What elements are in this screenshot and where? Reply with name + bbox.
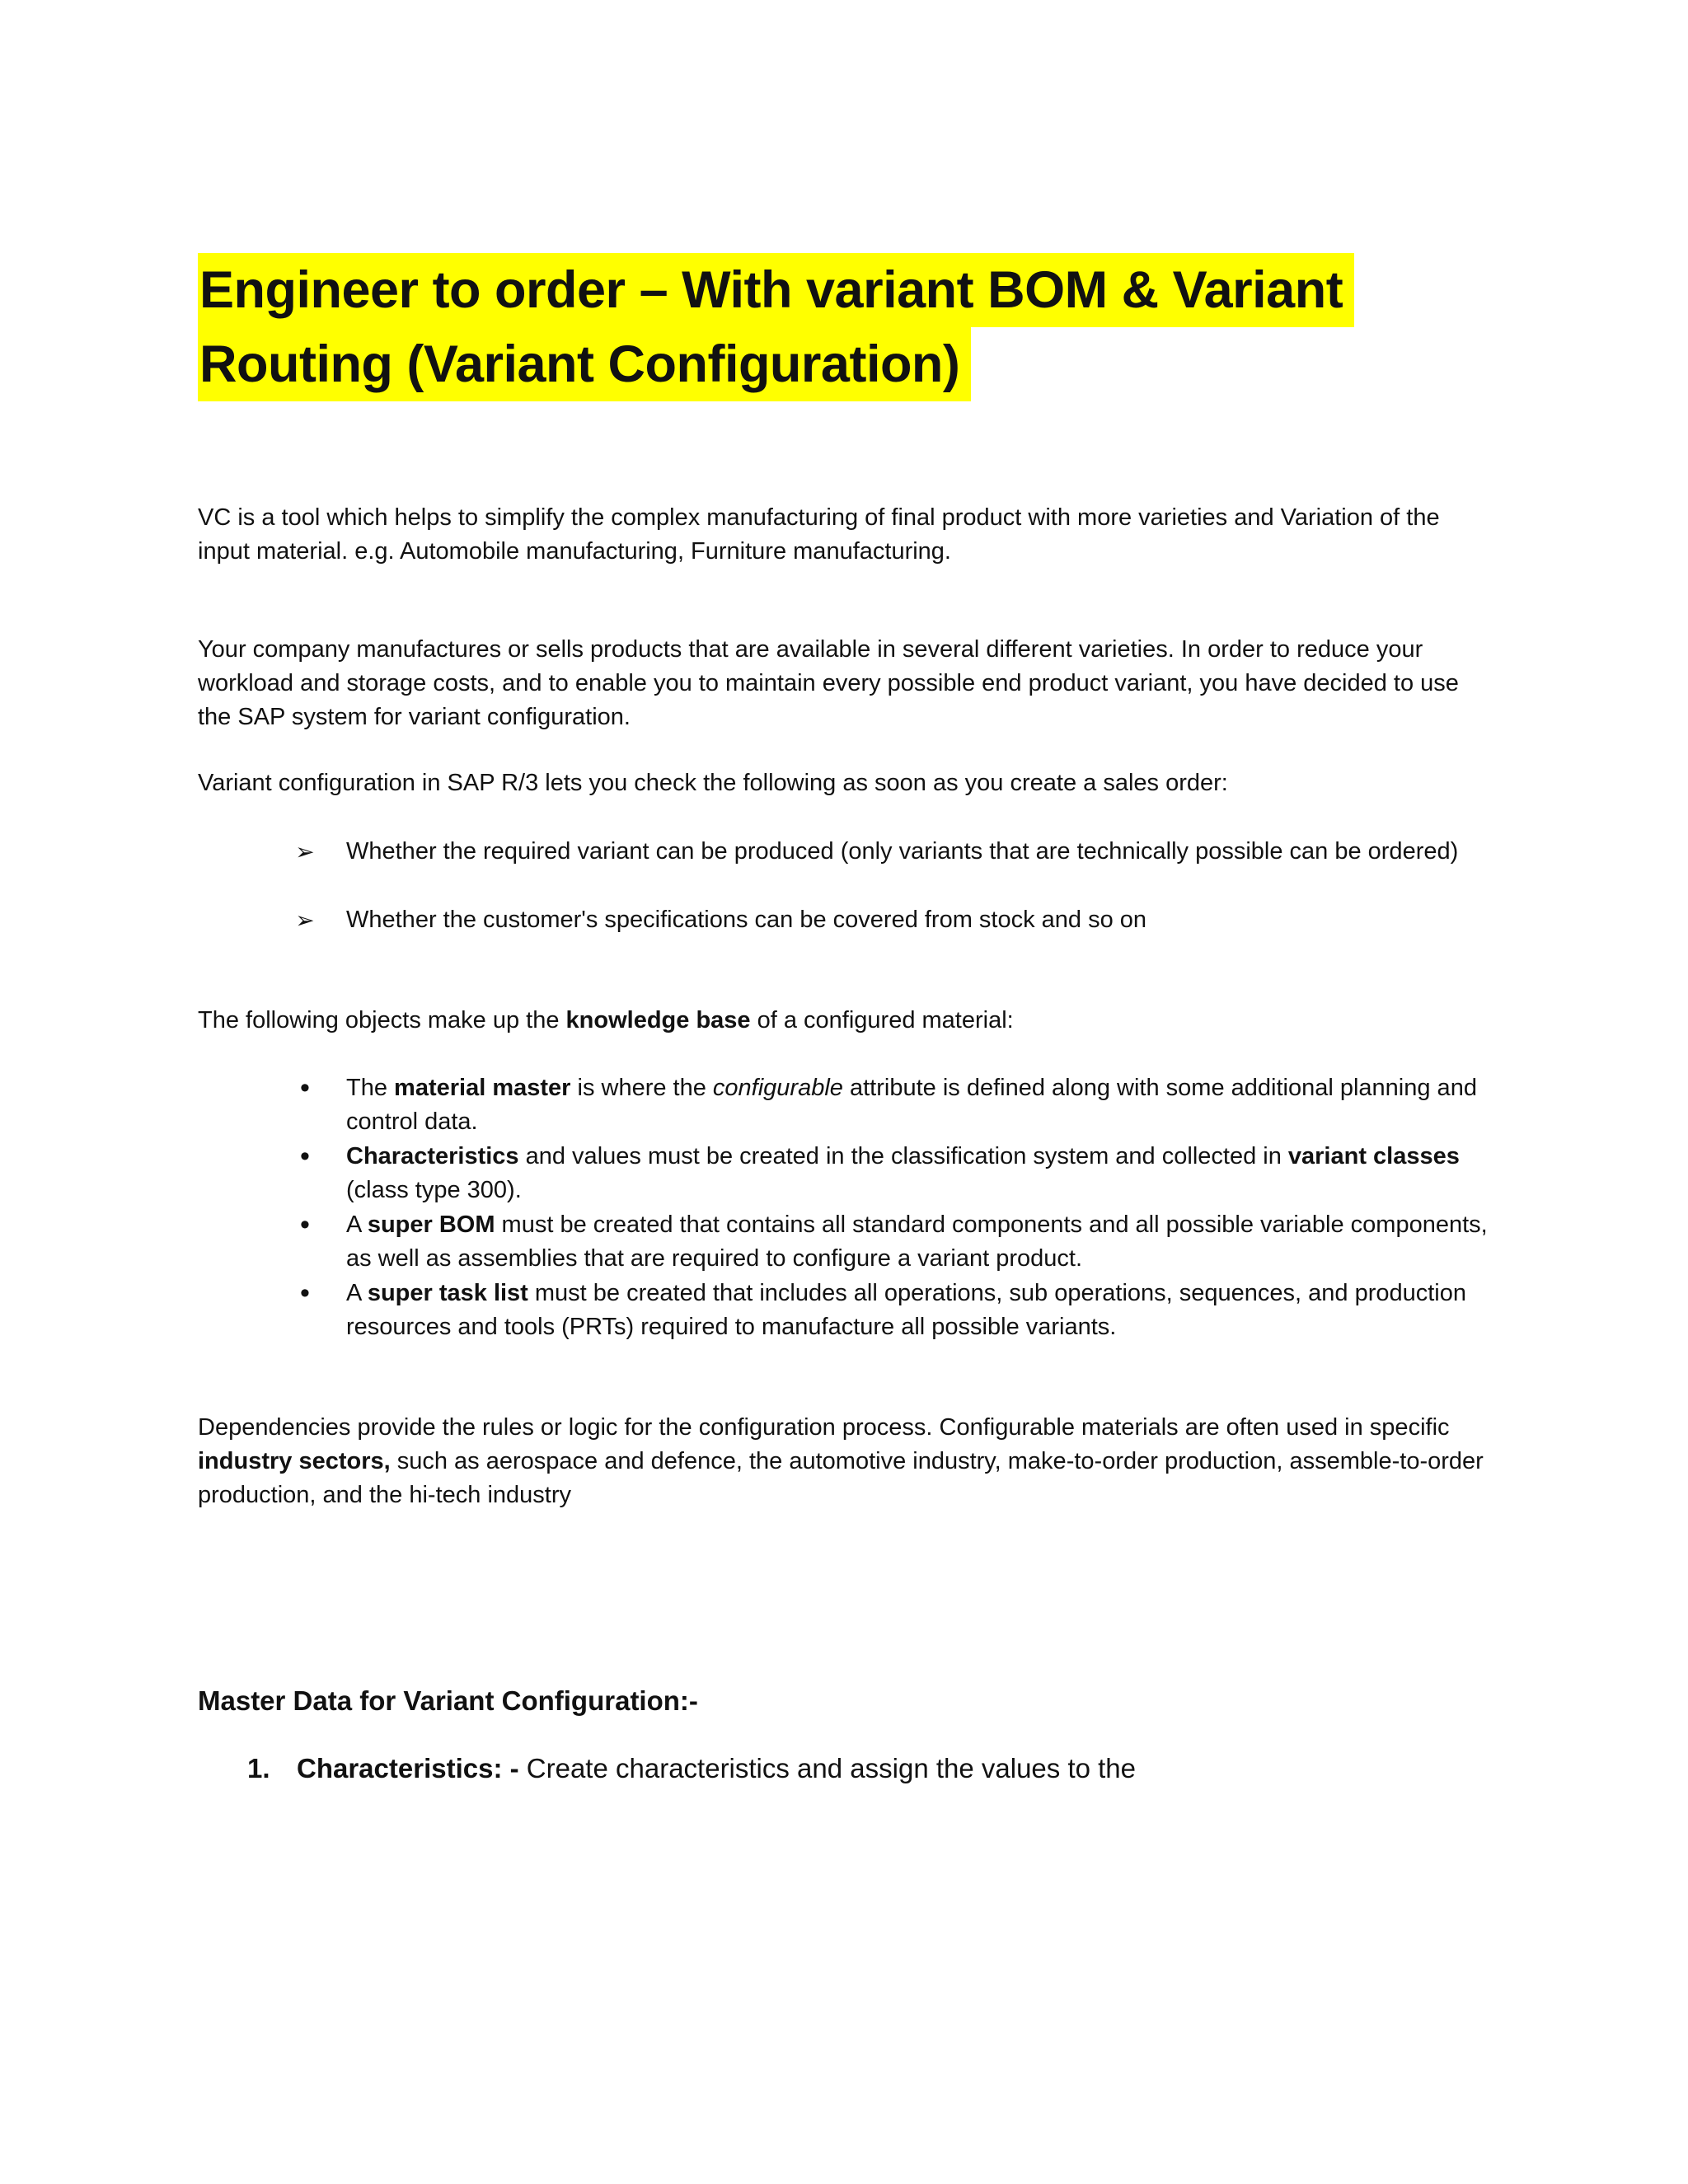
arrow-bullet-icon: ➢ xyxy=(295,839,315,865)
italic-term: configurable xyxy=(712,1075,843,1101)
section-heading: Master Data for Variant Configuration:- xyxy=(198,1685,698,1716)
knowledge-base-intro: The following objects make up the knowledge base of a configured material: xyxy=(198,1007,1014,1033)
bold-term: variant classes xyxy=(1287,1143,1460,1169)
numbered-item-text: Create characteristics and assign the values to the xyxy=(518,1753,1137,1783)
title-line-2: Routing (Variant Configuration) xyxy=(198,327,971,401)
numbered-item-label: Characteristics: - xyxy=(297,1753,519,1783)
bold-term: material master xyxy=(394,1075,571,1101)
arrow-list-item xyxy=(295,903,1500,937)
bold-term: Characteristics xyxy=(346,1143,519,1169)
check-intro-paragraph: Variant configuration in SAP R/3 lets you check the following as soon as you create a sales order: xyxy=(198,770,1228,796)
bold-term: industry sectors, xyxy=(198,1448,391,1474)
intro-paragraph: VC is a tool which helps to simplify the complex manufacturing of final product with more varieties and Variation of the input material. e.g. Automobile manufacturing, Furniture manufacturing. xyxy=(198,504,1440,565)
bold-term: super BOM xyxy=(367,1212,495,1238)
arrow-list-item-text: Whether the customer's specifications can be covered from stock and so on xyxy=(346,907,1147,933)
company-paragraph: Your company manufactures or sells products that are available in several different varieties. In order to reduce your workload and storage costs, and to enable you to maintain every possible end product variant, you have decided to use the SAP system for variant configuration. xyxy=(198,636,1459,730)
title-line-1: Engineer to order – With variant BOM & Variant xyxy=(198,253,1354,327)
bullet-list-item: • The material master is where the configurable attribute is defined along with some additional planning and control data. xyxy=(346,1071,1500,1139)
bullet-dot-icon: • xyxy=(300,1072,310,1104)
arrow-list-item-text: Whether the required variant can be produced (only variants that are technically possible can be ordered) xyxy=(346,838,1459,865)
arrow-list-item xyxy=(295,835,1500,869)
list-number: 1. xyxy=(247,1753,270,1783)
bullet-list-item: • A super task list must be created that includes all operations, sub operations, sequences, and production resources and tools (PRTs) required to manufacture all possible variants. xyxy=(346,1277,1500,1344)
bullet-dot-icon: • xyxy=(300,1277,310,1309)
numbered-list-item xyxy=(247,1753,1136,1784)
bullet-list-item: • A super BOM must be created that contains all standard components and all possible variable components, as well as assemblies that are required to configure a variant product. xyxy=(346,1208,1500,1276)
document-title xyxy=(198,253,1467,401)
bold-term: knowledge base xyxy=(565,1007,751,1033)
arrow-bullet-icon: ➢ xyxy=(295,907,315,933)
bold-term: super task list xyxy=(367,1280,528,1306)
bullet-dot-icon: • xyxy=(300,1209,310,1240)
bullet-dot-icon: • xyxy=(300,1141,310,1172)
dependencies-paragraph: Dependencies provide the rules or logic for the configuration process. Configurable materials are often used in specific industry sectors, such as aerospace and defence, the automotive industry, make-to-order production, assemble-to-order production, and the hi-tech industry xyxy=(198,1414,1484,1508)
bullet-list-item: • Characteristics and values must be created in the classification system and collected in variant classes (class type 300). xyxy=(346,1140,1500,1207)
